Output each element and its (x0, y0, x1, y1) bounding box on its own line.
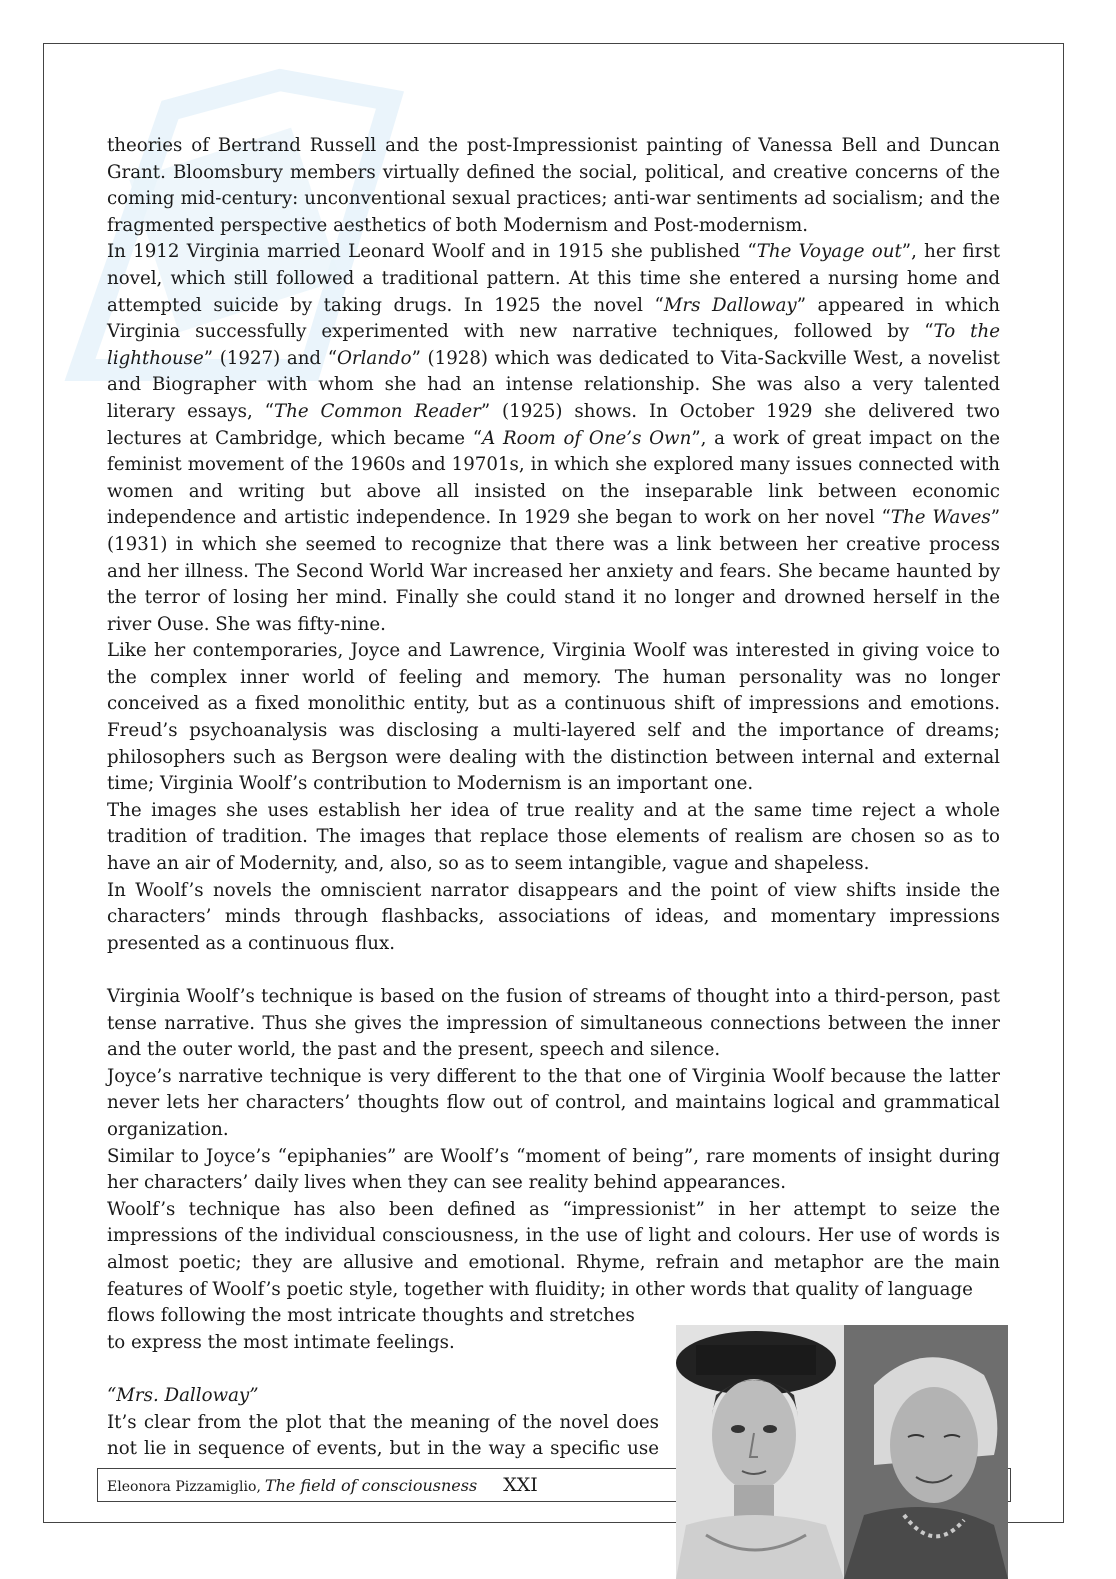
paragraph-impressionist-cont: flows following the most intricate thoughts and stretches (107, 1305, 635, 1327)
paragraph-biography (107, 239, 1000, 638)
book-title: The Common Reader (273, 400, 481, 422)
footer-title: The field of consciousness (264, 1476, 478, 1495)
book-title: To the lighthouse (107, 321, 1000, 369)
body-text (107, 133, 1000, 1463)
text-run: In 1912 Virginia married Leonard Woolf and in 1915 she published “ (107, 241, 757, 263)
paragraph-epiphanies: Similar to Joyce’s “epiphanies” are Woolf’s “moment of being”, rare moments of insight during her characters’ daily lives when they can see reality behind appearances. (107, 1145, 1000, 1194)
paragraph-contemporaries: Like her contemporaries, Joyce and Lawrence, Virginia Woolf was interested in giving voice to the complex inner world of feeling and memory. The human personality was no longer conceived as a fixed monolithic entity, but as a continuous shift of impressions and emotions. Freud’s psychoanalysis was disclosing a multi-layered self and the importance of dreams; philosophers such as Bergson were dealing with the distinction between internal and external time; Virginia Woolf’s contribution to Modernism is an important one. (107, 640, 1000, 795)
paragraph-joyce: Joyce’s narrative technique is very different to the that one of Virginia Woolf because the latter never lets her characters’ thoughts flow out of control, and maintains logical and grammatical organization. (107, 1065, 1000, 1140)
elderly-woman-photo (844, 1325, 1008, 1579)
text-run: ”, her first novel, which still followed a traditional pattern. At this time she entered a nursing home and attempted suicide by taking drugs. In 1925 the novel “ (107, 241, 1001, 316)
text-run: ” appeared in which Virginia successfully experimented with new narrative techniques, followed by “ (107, 294, 1000, 343)
text-run: ” (1928) which was dedicated to Vita-Sackville West, a novelist and Biographer with whom she had an intense relationship. She was also a very talented literary essays, “ (107, 347, 1000, 422)
book-title: A Room of One’s Own (482, 427, 692, 449)
paragraph-dalloway-line2: not lie in sequence of events, but in the way a specific use (107, 1438, 659, 1460)
text-run: ” (1927) and “ (203, 347, 338, 369)
page-number: XXI (503, 1474, 538, 1496)
young-woman-photo (676, 1325, 844, 1579)
text-run: ” (1931) in which she seemed to recognize that there was a link between her creative process and her illness. The Second World War increased her anxiety and fears. She became haunted by the terror of losing her mind. Finally she could stand it no longer and drowned herself in the river Ouse. She was fifty-nine. (107, 507, 1000, 635)
paragraph-narrator: In Woolf’s novels the omniscient narrator disappears and the point of view shifts inside the characters’ minds through flashbacks, associations of ideas, and momentary impressions presented as a continuous flux. (107, 879, 1000, 954)
paragraph-impressionist-end: to express the most intimate feelings. (107, 1331, 455, 1353)
text-run: ” (1925) shows. In October 1929 she delivered two lectures at Cambridge, which became “ (107, 400, 1000, 449)
book-title: The Waves (890, 507, 991, 529)
footer-author: Eleonora Pizzamiglio, (107, 1479, 261, 1495)
book-title: Mrs Dalloway (663, 294, 797, 316)
book-title: Orlando (337, 347, 412, 369)
paragraph-dalloway-line1: It’s clear from the plot that the meaning of the novel does (107, 1411, 659, 1433)
paragraph-impressionist: Woolf’s technique has also been defined as “impressionist” in her attempt to seize the impressions of the individual consciousness, in the use of light and colours. Her use of words is almost poetic; they are allusive and emotional. Rhyme, refrain and metaphor are the main features of Woolf’s poetic style, together with fluidity; in other words that quality of language (107, 1198, 1000, 1300)
paragraph-images: The images she uses establish her idea of true reality and at the same time reject a whole tradition of tradition. The images that replace those elements of realism are chosen so as to have an air of Modernity, and, also, so as to seem intangible, vague and shapeless. (107, 799, 1000, 875)
section-title: “Mrs. Dalloway” (107, 1384, 259, 1406)
book-title: The Voyage out (756, 241, 902, 263)
text-run: ”, a work of great impact on the feminist movement of the 1960s and 19701s, in which she explored many issues connected with women and writing but above all insisted on the inseparable link between economic independence and artistic independence. In 1929 she began to work on her novel “ (107, 427, 1000, 529)
paragraph-technique: Virginia Woolf’s technique is based on the fusion of streams of thought into a third-person, past tense narrative. Thus she gives the impression of simultaneous connections between the inner and the outer world, the past and the present, speech and silence. (107, 986, 1000, 1061)
paragraph-bloomsbury: theories of Bertrand Russell and the post-Impressionist painting of Vanessa Bell and Duncan Grant. Bloomsbury members virtually defined the social, political, and creative concerns of the coming mid-century: unconventional sexual practices; anti-war sentiments ad socialism; and the fragmented perspective aesthetics of both Modernism and Post-modernism. (107, 135, 1000, 236)
